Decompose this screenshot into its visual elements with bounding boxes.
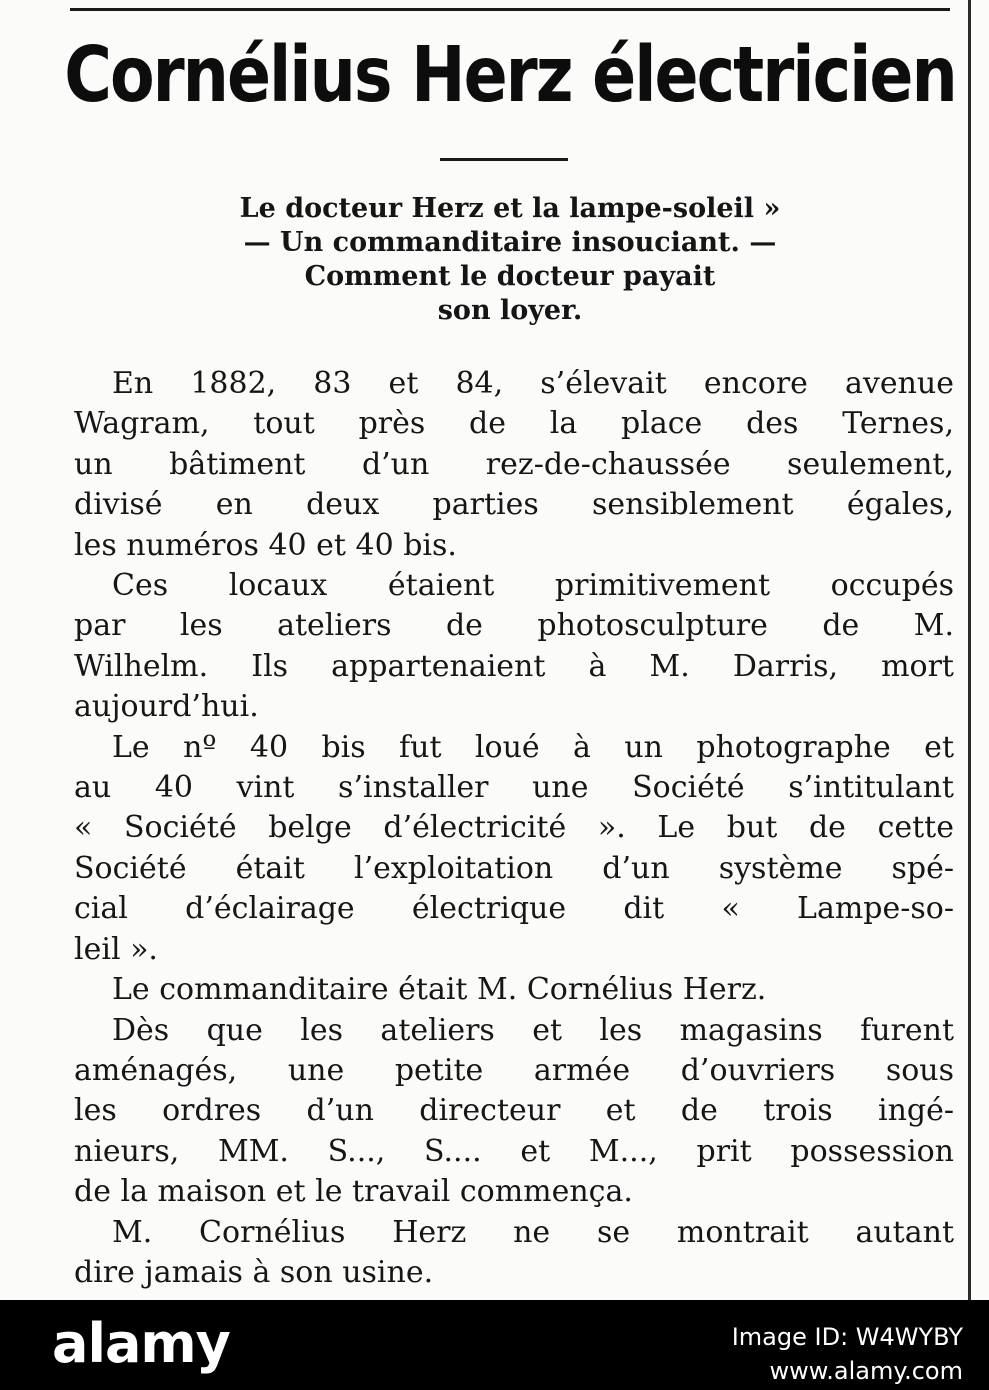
article-line: Société était l’exploitation d’un système spé-	[74, 850, 954, 886]
article-line: par les ateliers de photosculpture de M.	[74, 608, 954, 644]
article-line: aujourd’hui.	[74, 689, 259, 725]
headline-divider	[440, 158, 568, 161]
article-line: les ordres d’un directeur et de trois ingé-	[74, 1093, 954, 1129]
article-line: Wagram, tout près de la place des Ternes,	[74, 406, 954, 442]
site-url: www.alamy.com	[769, 1357, 963, 1385]
article-line: Le commanditaire était M. Cornélius Herz.	[112, 972, 767, 1008]
article-line: Le nº 40 bis fut loué à un photographe et	[112, 729, 954, 765]
article-line: les numéros 40 et 40 bis.	[74, 527, 457, 563]
article-line: un bâtiment d’un rez-de-chaussée seulement,	[74, 446, 954, 482]
article-line: aménagés, une petite armée d’ouvriers sous	[74, 1052, 954, 1088]
article-line: En 1882, 83 et 84, s’élevait encore avenue	[112, 366, 954, 401]
footer-info	[732, 1320, 963, 1388]
top-rule	[70, 8, 950, 11]
subheading-line: Le docteur Herz et la lampe-soleil »	[239, 193, 781, 224]
subheading-line: — Un commanditaire insouciant. —	[243, 227, 777, 258]
subheading-line: son loyer.	[437, 295, 583, 326]
article-line: divisé en deux parties sensiblement égales,	[74, 487, 954, 523]
article-line: M. Cornélius Herz ne se montrait autant	[112, 1214, 954, 1250]
article-line: cial d’éclairage électrique dit « Lampe-so-	[74, 891, 954, 927]
article-line: leil ».	[74, 931, 158, 967]
article-line: « Société belge d’électricité ». Le but de cette	[74, 810, 954, 846]
image-id-label: Image ID: W4WYBY	[731, 1323, 963, 1351]
article-line: dire jamais à son usine.	[74, 1254, 434, 1290]
column-rule	[968, 0, 971, 1300]
article-line: Dès que les ateliers et les magasins furent	[112, 1012, 954, 1048]
article-line: au 40 vint s’installer une Société s’intitulant	[74, 770, 954, 806]
article-line: de la maison et le travail commença.	[74, 1174, 633, 1210]
headline: Cornélius Herz électricien	[64, 31, 956, 120]
subheadings	[70, 192, 950, 328]
article-line: Wilhelm. Ils appartenaient à M. Darris, mort	[74, 648, 954, 684]
article-line: nieurs, MM. S..., S.... et M..., prit possession	[74, 1133, 954, 1169]
article-line: Ces locaux étaient primitivement occupés	[112, 568, 954, 604]
article-body	[74, 364, 954, 1293]
watermark-footer	[0, 1300, 989, 1390]
alamy-logo: alamy	[52, 1312, 230, 1375]
subheading-line: Comment le docteur payait	[304, 261, 716, 292]
